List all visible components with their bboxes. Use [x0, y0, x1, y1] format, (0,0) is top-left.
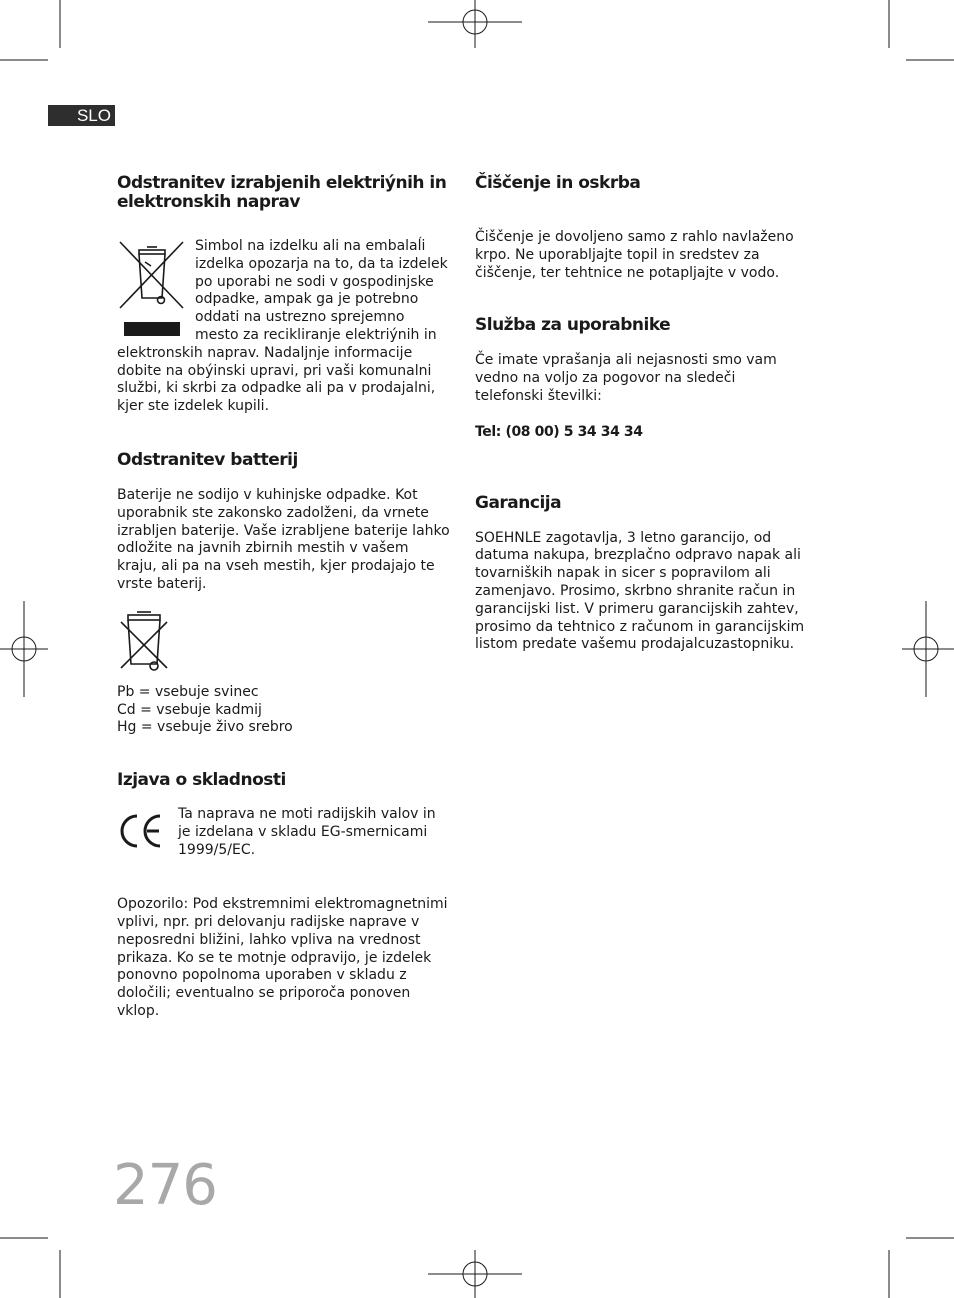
conformity-section	[117, 771, 452, 1021]
cleaning-section	[475, 174, 805, 282]
batteries-section	[117, 451, 452, 737]
cleaning-text: Čiščenje je dovoljeno samo z rahlo navlaženo krpo. Ne uporabljajte topil in sredstev za čiščenje, ter tehtnice ne potapljajte v vodo.	[475, 229, 794, 281]
ce-mark-icon	[117, 812, 163, 850]
right-column	[475, 174, 805, 654]
battery-legend-hg: Hg = vsebuje živo srebro	[117, 719, 293, 736]
battery-legend-cd: Cd = vsebuje kadmij	[117, 701, 262, 718]
batteries-text: Baterije ne sodijo v kuhinjske odpadke. Kot uporabnik ste zakonsko zadolženi, da vrnete izrabljen baterije. Vaše izrabljene baterije lahko odložite na javnih zbirnih mestih v vašem kraju, ali pa na vseh mestih, kjer prodajajo te vrste baterij.	[117, 486, 450, 592]
battery-bin-icon	[117, 608, 173, 674]
batteries-title: Odstranitev batterij	[117, 449, 298, 470]
ce-block	[117, 806, 452, 896]
conformity-warning: Opozorilo: Pod ekstremnimi elektromagnetnimi vplivi, npr. pri delovanju radijske naprave v neposredni bližini, lahko vpliva na vrednost prikaza. Ko se te motnje odpravijo, je izdelek ponovno popolnoma uporaben v skladu z določili; eventualno se priporoča ponoven vklop.	[117, 896, 448, 1019]
language-tab: SLO	[48, 105, 115, 126]
service-text: Če imate vprašanja ali nejasnosti smo vam vedno na voljo za pogovor na sledeči telefonski številki:	[475, 352, 777, 404]
battery-legend-pb: Pb = vsebuje svinec	[117, 683, 259, 700]
disposal-title-line-1: Odstranitev izrabjenih elektriýnih in	[117, 173, 447, 193]
ce-text: Ta naprava ne moti radijskih valov in je izdelana v skladu EG-smernicami 1999/5/EC.	[178, 806, 436, 858]
warranty-section	[475, 494, 805, 655]
left-column	[117, 174, 452, 1021]
crossed-bin-icon	[117, 240, 185, 338]
disposal-title	[117, 174, 452, 212]
conformity-title: Izjava o skladnosti	[117, 770, 286, 791]
service-section	[475, 316, 805, 441]
disposal-text: Simbol na izdelku ali na embalaĺi izdelka opozarja na to, da ta izdelek po uporabi ne sodi v gospodinjske odpadke, ampak ga je potrebno oddati na ustrezno sprejemno mesto za recikliranje elektriýnih in elektronskih naprav. Nadaljnje informacije dobite na obýinski upravi, pri vaši komunalni službi, ki skrbi za odpadke ali pa v prodajalni, kjer ste izdelek kupili.	[117, 238, 448, 415]
service-title: Služba za uporabnike	[475, 315, 671, 336]
warranty-title: Garancija	[475, 492, 562, 513]
disposal-section	[117, 174, 452, 416]
service-phone: Tel: (08 00) 5 34 34 34	[475, 423, 643, 440]
disposal-title-line-2: elektronskih naprav	[117, 192, 300, 212]
page-number: 276	[113, 1153, 217, 1218]
cleaning-title: Čiščenje in oskrba	[475, 173, 641, 193]
warranty-text: SOEHNLE zagotavlja, 3 letno garancijo, od datuma nakupa, brezplačno odpravo napak ali tovarniških napak in sicer s popravilom ali zamenjavo. Prosimo, skrbno shranite račun in garancijski list. V primeru garancijskih zahtev, prosimo da tehtnico z računom in garancijskim listom predate vašemu prodajalcuzastopniku.	[475, 529, 805, 653]
